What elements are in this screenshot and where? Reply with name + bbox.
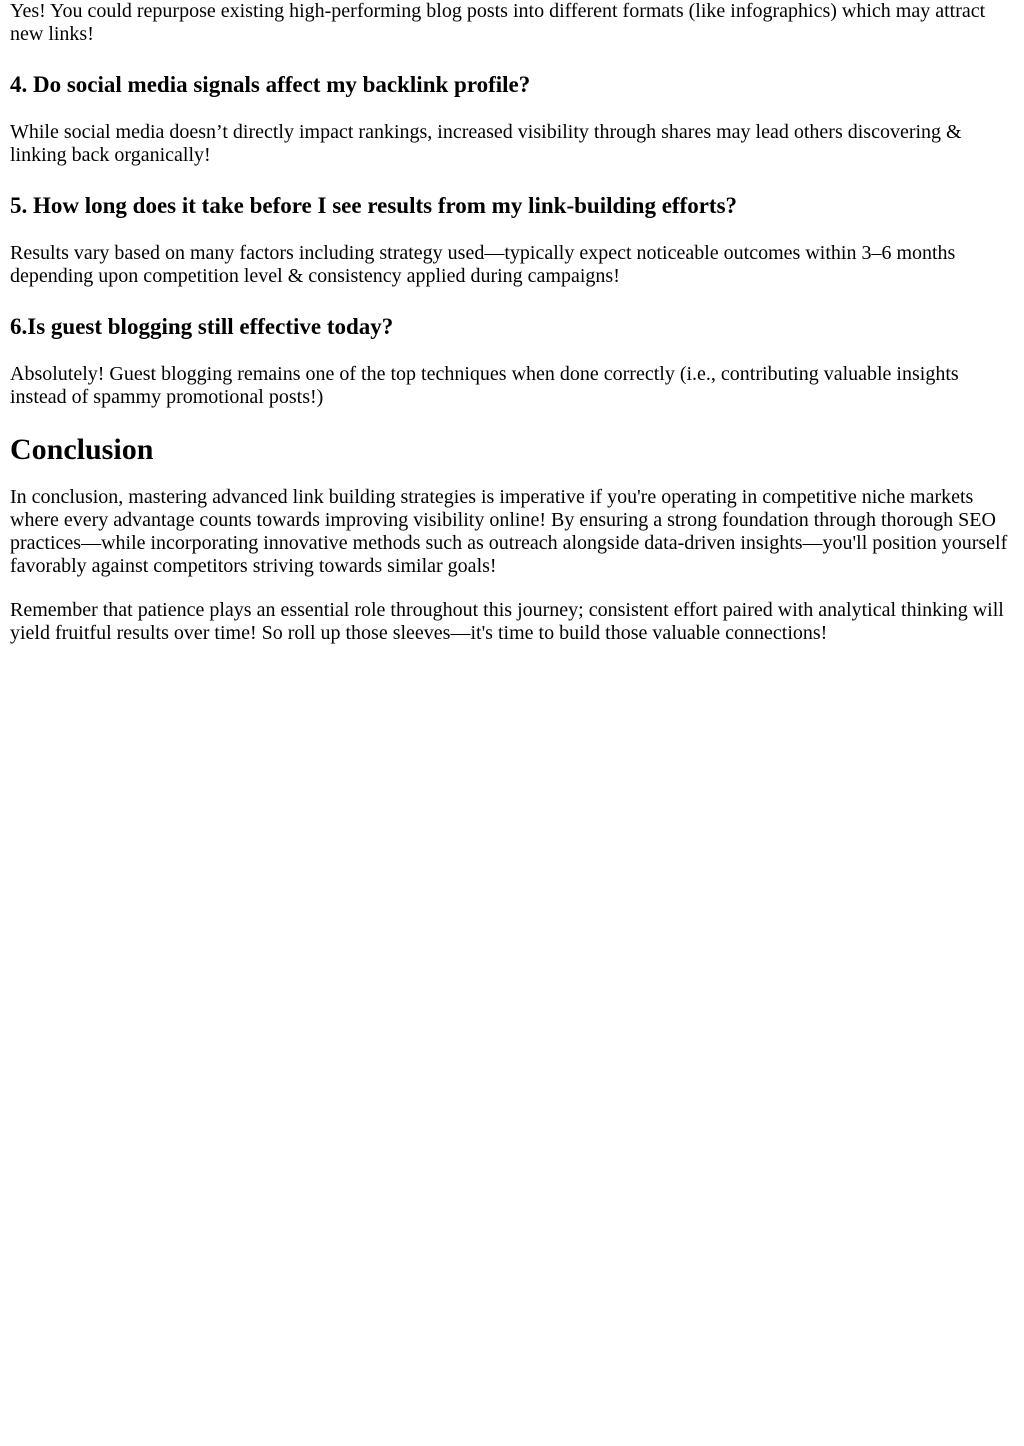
conclusion-paragraph-2: Remember that patience plays an essential role throughout this journey; consistent effort paired with analytical thinking will yield fruitful results over time! So roll up those sleeves—it's time to build those valuable connections!: [10, 599, 1004, 644]
conclusion-heading: Conclusion: [10, 433, 154, 466]
article-body: [0, 0, 1024, 645]
faq-answer-6: Absolutely! Guest blogging remains one of the top techniques when done correctly (i.e., contributing valuable insights instead of spammy promotional posts!): [10, 363, 959, 408]
faq-answer-4: While social media doesn’t directly impact rankings, increased visibility through shares may lead others discovering & linking back organically!: [10, 121, 962, 166]
faq-answer-5: Results vary based on many factors including strategy used—typically expect noticeable outcomes within 3–6 months depending upon competition level & consistency applied during campaigns!: [10, 242, 956, 287]
faq-question-5: 5. How long does it take before I see results from my link-building efforts?: [10, 193, 738, 218]
faq-answer-3: Yes! You could repurpose existing high-performing blog posts into different formats (like infographics) which may attract new links!: [10, 0, 986, 45]
faq-question-4: 4. Do social media signals affect my backlink profile?: [10, 72, 531, 97]
faq-question-6: 6.Is guest blogging still effective today?: [10, 314, 394, 339]
conclusion-paragraph-1: In conclusion, mastering advanced link building strategies is imperative if you're operating in competitive niche markets where every advantage counts towards improving visibility online! By ensuring a strong foundation through thorough SEO practices—while incorporating innovative methods such as outreach alongside data-driven insights—you'll position yourself favorably against competitors striving towards similar goals!: [10, 486, 1008, 577]
